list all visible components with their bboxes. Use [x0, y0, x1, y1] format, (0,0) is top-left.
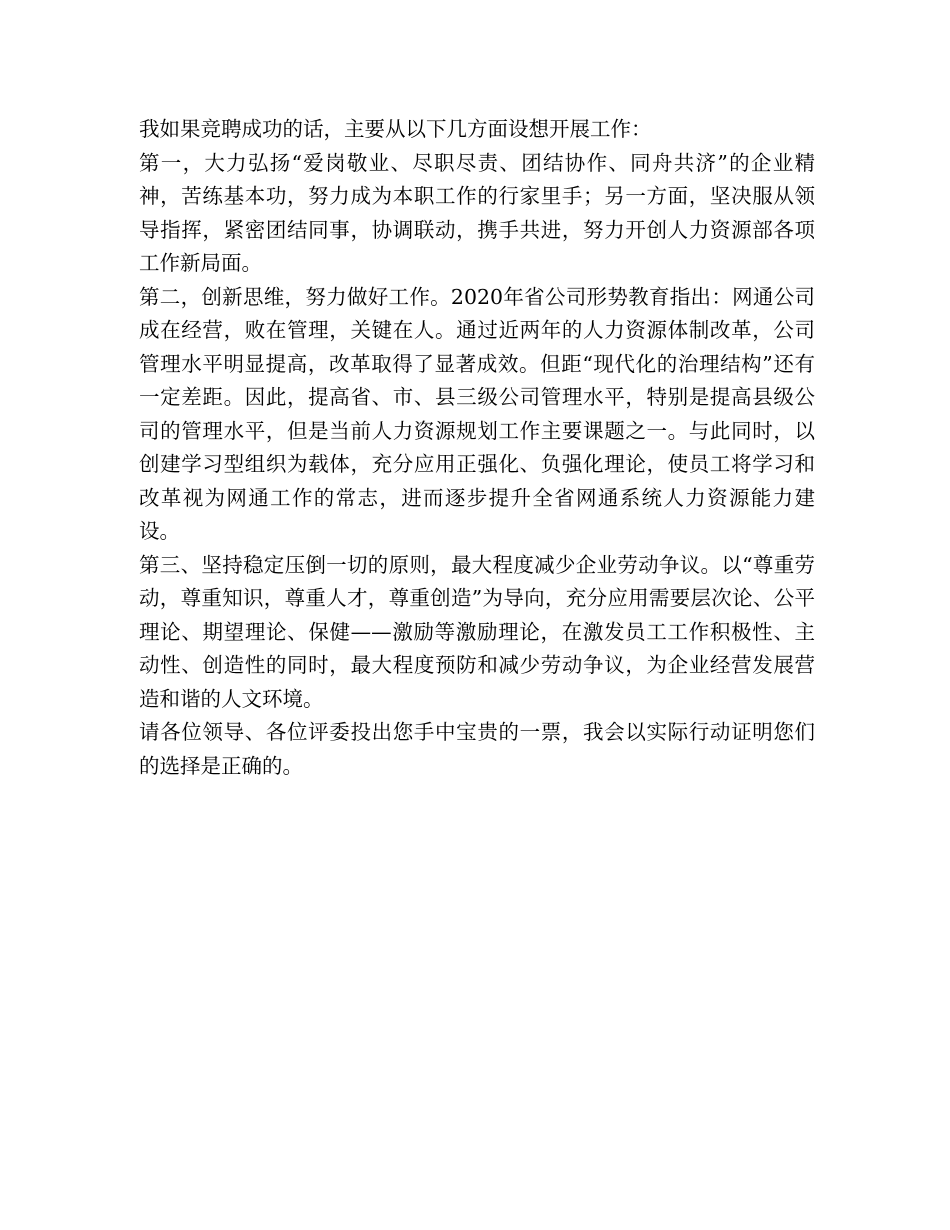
paragraph-intro: 我如果竞聘成功的话，主要从以下几方面设想开展工作： — [139, 117, 652, 141]
paragraph-closing: 请各位领导、各位评委投出您手中宝贵的一票，我会以实际行动证明您们的选择是正确的。 — [139, 720, 815, 778]
paragraph-point-two: 第二，创新思维，努力做好工作。2020年省公司形势教育指出：网通公司成在经营，败在管理，关键在人。通过近两年的人力资源体制改革，公司管理水平明显提高，改革取得了显著成效。但距“现代化的治理结构”还有一定差距。因此，提高省、市、县三级公司管理水平，特别是提高县级公司的管理水平，但是当前人力资源规划工作主要课题之一。与此同时，以创建学习型组织为载体，充分应用正强化、负强化理论，使员工将学习和改革视为网通工作的常志，进而逐步提升全省网通系统人力资源能力建设。 — [139, 284, 815, 543]
paragraph-point-one: 第一，大力弘扬“爱岗敬业、尽职尽责、团结协作、同舟共济”的企业精神，苦练基本功，努力成为本职工作的行家里手；另一方面，坚决服从领导指挥，紧密团结同事，协调联动，携手共进，努力开创人力资源部各项工作新局面。 — [139, 150, 815, 275]
document-body — [139, 113, 815, 783]
paragraph-point-three: 第三、坚持稳定压倒一切的原则，最大程度减少企业劳动争议。以“尊重劳动，尊重知识，尊重人才，尊重创造”为导向，充分应用需要层次论、公平理论、期望理论、保健——激励等激励理论，在激发员工工作积极性、主动性、创造性的同时，最大程度预防和减少劳动争议，为企业经营发展营造和谐的人文环境。 — [139, 552, 815, 711]
